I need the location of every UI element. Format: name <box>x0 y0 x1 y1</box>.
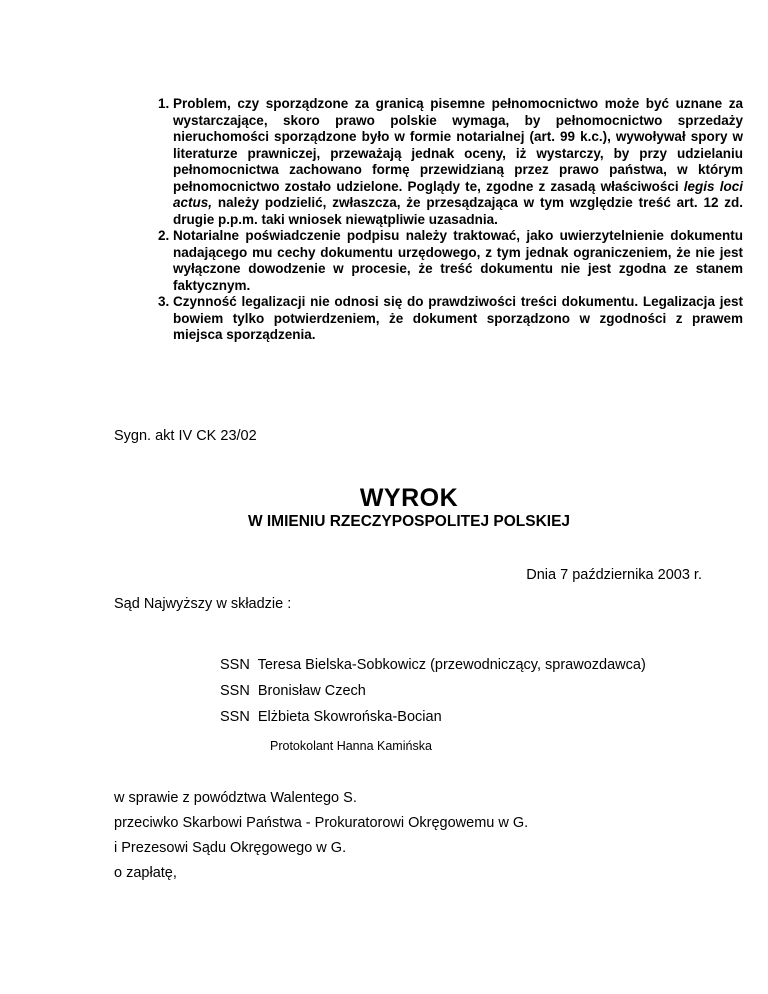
thesis-1-text-end: należy podzielić, zwłaszcza, że przesądzająca w tym względzie treść art. 12 zd. drugie p.p.m. taki wniosek niewątpliwie uzasadnia. <box>173 195 743 227</box>
thesis-1-text: Problem, czy sporządzone za granicą pisemne pełnomocnictwo może być uznane za wystarczające, skoro prawo polskie wymaga, by pełnomocnictwo sprzedaży nieruchomości sporządzone było w formie notarialnej (art. 99 k.c.), wywoływał spory w literaturze prawniczej, przeważają jednak oceny, iż wystarczy, by przy udzielaniu pełnomocnictwa zachowano formę przewidzianą przez prawo państwa, w którym pełnomocnictwo zostało udzielone. Poglądy te, zgodne z zasadą właściwości <box>173 96 743 194</box>
thesis-1-latin-phrase: legis loci actus, <box>173 178 743 210</box>
judge-line: SSN Teresa Bielska-Sobkowicz (przewodniczący, sprawozdawca) <box>220 657 646 673</box>
judgment-title: WYROK <box>359 484 459 512</box>
judge-line: SSN Elżbieta Skowrońska-Bocian <box>220 709 442 725</box>
case-line: w sprawie z powództwa Walentego S. <box>114 790 357 806</box>
thesis-2-text: Notarialne poświadczenie podpisu należy traktować, jako uwierzytelnienie dokumentu nadającego mu cechy dokumentu urzędowego, z tym jednak ograniczeniem, że nie jest wyłączone dowodzenie w procesie, że treść dokumentu nie jest zgodna ze stanem faktycznym. <box>173 228 743 293</box>
case-line: i Prezesowi Sądu Okręgowego w G. <box>114 840 347 856</box>
judge-line: SSN Bronisław Czech <box>220 683 366 699</box>
court-composition: Sąd Najwyższy w składzie : <box>114 596 292 612</box>
thesis-item <box>173 294 743 344</box>
thesis-item <box>173 96 743 228</box>
thesis-item <box>173 228 743 294</box>
theses-list <box>135 96 743 344</box>
case-signature: Sygn. akt IV CK 23/02 <box>114 428 257 444</box>
judgment-date: Dnia 7 października 2003 r. <box>526 567 702 583</box>
case-line: o zapłatę, <box>114 865 177 881</box>
court-reporter: Protokolant Hanna Kamińska <box>270 739 432 753</box>
judgment-subtitle: W IMIENIU RZECZYPOSPOLITEJ POLSKIEJ <box>247 513 571 530</box>
case-line: przeciwko Skarbowi Państwa - Prokuratorowi Okręgowemu w G. <box>114 815 529 831</box>
thesis-3-text: Czynność legalizacji nie odnosi się do prawdziwości treści dokumentu. Legalizacja jest bowiem tylko potwierdzeniem, że dokument sporządzono w zgodności z prawem miejsca sporządzenia. <box>173 294 743 342</box>
